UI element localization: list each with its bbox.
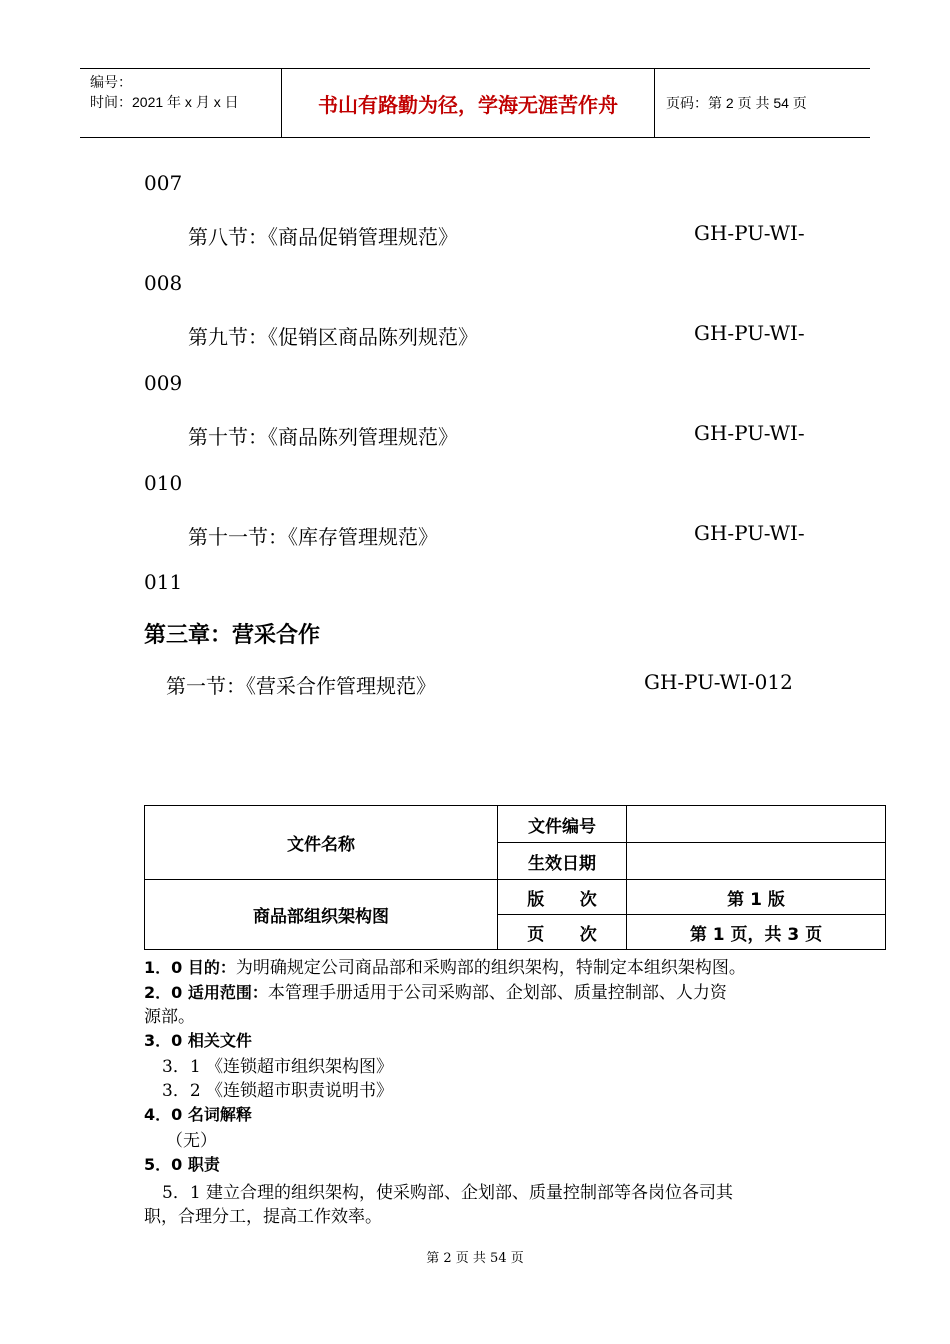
toc-item-code: GH-PU-WI- <box>694 421 805 445</box>
toc-code-tail: 010 <box>144 471 183 495</box>
edition-value: 第 1 版 <box>627 880 886 915</box>
toc-item-title: 第一节：《营采合作管理规范》 <box>166 674 436 698</box>
list-item: 5．1 建立合理的组织架构，使采购部、企划部、质量控制部等各岗位各司其 <box>162 1183 734 1203</box>
section-heading: 1．0 目的： <box>144 958 236 977</box>
toc-item-title: 第十一节：《库存管理规范》 <box>188 525 438 549</box>
section-heading: 5．0 职责 <box>144 1155 220 1174</box>
toc-item-title: 第八节：《商品促销管理规范》 <box>188 225 458 249</box>
section-text: （无） <box>166 1131 217 1151</box>
page-value: 第 1 页，共 3 页 <box>627 915 886 950</box>
section-heading: 2．0 适用范围： <box>144 983 268 1002</box>
section-text: 源部。 <box>144 1007 195 1027</box>
header-time-label: 时间：2021 年 x 月 x 日 <box>90 94 239 110</box>
toc-code-tail: 008 <box>144 271 183 295</box>
toc-item-code: GH-PU-WI- <box>694 521 805 545</box>
page-label: 页 次 <box>498 915 627 950</box>
section-purpose <box>144 953 746 978</box>
section-heading: 4．0 名词解释 <box>144 1105 252 1124</box>
file-name-label: 文件名称 <box>145 806 498 880</box>
section-heading: 3．0 相关文件 <box>144 1031 252 1050</box>
file-number-value <box>627 806 886 843</box>
toc-code-tail: 007 <box>144 171 183 195</box>
page-header <box>80 68 870 138</box>
toc-item-title: 第十节：《商品陈列管理规范》 <box>188 425 458 449</box>
list-item: 3．1 《连锁超市组织架构图》 <box>162 1057 394 1077</box>
header-number-label: 编号： <box>90 74 132 90</box>
effective-date-value <box>627 843 886 880</box>
page-footer: 第 2 页 共 54 页 <box>426 1251 524 1266</box>
header-motto: 书山有路勤为径，学海无涯苦作舟 <box>318 93 618 117</box>
section-text: 为明确规定公司商品部和采购部的组织架构，特制定本组织架构图。 <box>235 958 746 978</box>
section-scope <box>144 978 727 1003</box>
document-title: 商品部组织架构图 <box>145 880 498 950</box>
effective-date-label: 生效日期 <box>498 843 627 880</box>
toc-item-code: GH-PU-WI- <box>694 321 805 345</box>
header-divider <box>654 69 655 137</box>
file-number-label: 文件编号 <box>498 806 627 843</box>
section-text: 本管理手册适用于公司采购部、企划部、质量控制部、人力资 <box>267 983 727 1003</box>
toc-item-code: GH-PU-WI- <box>694 221 805 245</box>
toc-item-code: GH-PU-WI-012 <box>644 670 793 694</box>
toc-code-tail: 011 <box>144 570 183 594</box>
document-info-table <box>144 805 886 950</box>
toc-code-tail: 009 <box>144 371 183 395</box>
header-page-label: 页码：第 2 页 共 54 页 <box>666 95 807 111</box>
list-item: 职，合理分工，提高工作效率。 <box>144 1207 382 1227</box>
toc-item-title: 第九节：《促销区商品陈列规范》 <box>188 325 478 349</box>
edition-label: 版 次 <box>498 880 627 915</box>
chapter-heading: 第三章：营采合作 <box>144 623 321 648</box>
list-item: 3．2 《连锁超市职责说明书》 <box>162 1081 394 1101</box>
